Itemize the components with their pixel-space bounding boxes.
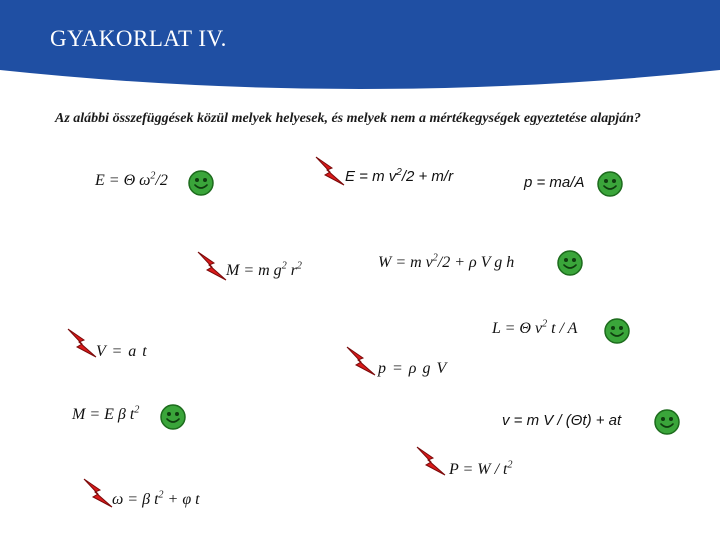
formula-12 xyxy=(112,491,200,509)
formula-2 xyxy=(345,168,453,185)
lightning-bolt-icon xyxy=(345,345,377,377)
formula-9-exp: 2 xyxy=(134,404,140,416)
formula-8-text: p = ρ g V xyxy=(378,360,448,377)
formula-12-exp: 2 xyxy=(158,489,164,501)
formula-5 xyxy=(378,254,514,272)
formula-12-text: ω = β t xyxy=(112,491,159,508)
question-text: Az alábbi összefüggések közül melyek helyesek, és melyek nem a mértékegységek egyeztetése alapján? xyxy=(55,111,641,126)
formula-6-rest: t / A xyxy=(547,320,578,337)
formula-8 xyxy=(378,360,447,378)
formula-1-exp: 2 xyxy=(150,170,156,182)
lightning-bolt-icon xyxy=(66,327,98,359)
smiley-icon xyxy=(654,409,680,435)
formula-6-exp: 2 xyxy=(542,318,548,330)
formula-11-exp: 2 xyxy=(507,459,513,471)
lightning-bolt-icon xyxy=(196,250,228,282)
formula-10-text: v = m V / (Θt) + at xyxy=(502,412,622,429)
formula-1-rest: /2 xyxy=(155,172,168,189)
formula-1-text: E = Θ ω xyxy=(95,172,151,189)
formula-4-text: M = m g xyxy=(226,262,282,279)
formula-6-text: L = Θ v xyxy=(492,320,543,337)
formula-3-text: p = ma/A xyxy=(524,174,585,191)
formula-10 xyxy=(502,412,621,429)
formula-6 xyxy=(492,320,577,338)
formula-1 xyxy=(95,172,168,190)
formula-5-rest: /2 + ρ V g h xyxy=(437,254,515,271)
formula-2-exp: 2 xyxy=(396,167,402,178)
formula-7 xyxy=(96,343,148,361)
smiley-icon xyxy=(160,404,186,430)
formula-3 xyxy=(524,174,584,191)
formula-4-mid: r xyxy=(286,262,297,279)
slide-title: GYAKORLAT IV. xyxy=(50,26,227,51)
formula-9 xyxy=(72,406,139,424)
lightning-bolt-icon xyxy=(415,445,447,477)
formula-5-exp: 2 xyxy=(432,252,438,264)
formula-2-text: E = m v xyxy=(345,168,397,185)
lightning-bolt-icon xyxy=(314,155,346,187)
smiley-icon xyxy=(604,318,630,344)
lightning-bolt-icon xyxy=(82,477,114,509)
formula-11-text: P = W / t xyxy=(449,461,508,478)
formula-12-rest: + φ t xyxy=(163,491,200,508)
formula-11 xyxy=(449,461,513,479)
smiley-icon xyxy=(188,170,214,196)
smiley-icon xyxy=(597,171,623,197)
formula-4 xyxy=(226,262,302,280)
formula-2-rest: /2 + m/r xyxy=(401,168,454,185)
formula-4-exp2: 2 xyxy=(296,260,302,272)
formula-4-exp: 2 xyxy=(281,260,287,272)
formula-7-text: V = a t xyxy=(96,343,148,360)
formula-9-text: M = E β t xyxy=(72,406,135,423)
slide-header xyxy=(0,0,720,100)
smiley-icon xyxy=(557,250,583,276)
formula-5-text: W = m v xyxy=(378,254,433,271)
